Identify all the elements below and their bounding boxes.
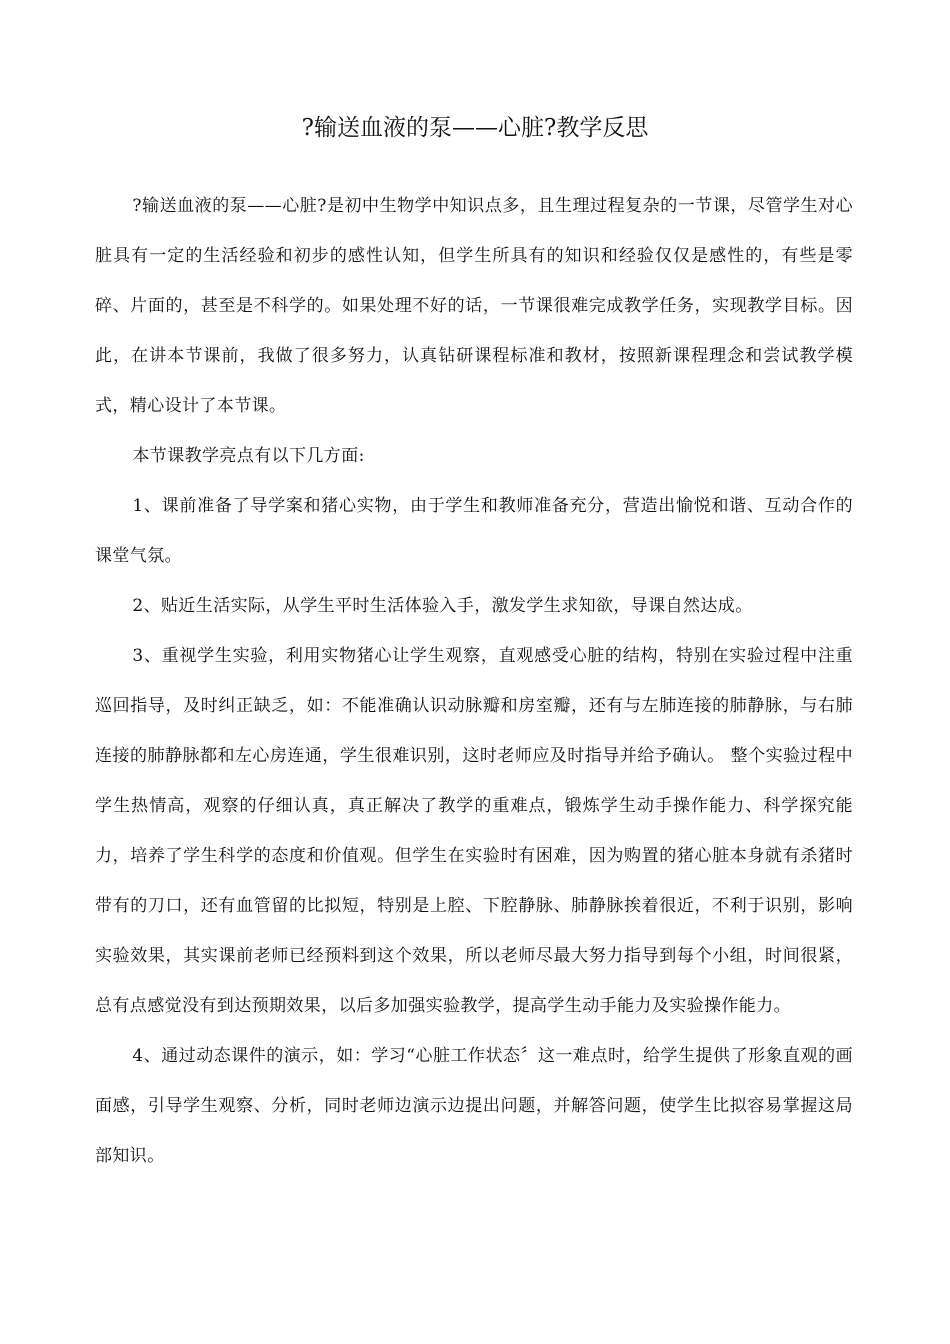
- paragraph-point-2: 2、贴近生活实际，从学生平时生活体验入手，激发学生求知欲，导课自然达成。: [132, 596, 753, 616]
- paragraph-intro: ?输送血液的泵——心脏?是初中生物学中知识点多，且生理过程复杂的一节课，尽管学生对心脏具有一定的生活经验和初步的感性认知，但学生所具有的知识和经验仅仅是感性的，有些是零碎、片面的，甚至是不科学的。如果处理不好的话，一节课很难完成教学任务，实现教学目标。因此，在讲本节课前，我做了很多努力，认真钻研课程标准和教材，按照新课程理念和尝试教学模式，精心设计了本节课。: [95, 196, 853, 416]
- paragraph-point-1: 1、课前准备了导学案和猪心实物，由于学生和教师准备充分，营造出愉悦和谐、互动合作的课堂气氛。: [95, 496, 853, 566]
- paragraph-point-3: 3、重视学生实验，利用实物猪心让学生观察，直观感受心脏的结构，特别在实验过程中注重巡回指导，及时纠正缺乏，如：不能准确认识动脉瓣和房室瓣，还有与左肺连接的肺静脉，与右肺连接的肺静脉都和左心房连通，学生很难识别，这时老师应及时指导并给予确认。 整个实验过程中学生热情高，观察的仔细认真，真正解决了教学的重难点，锻炼学生动手操作能力、科学探究能力，培养了学生科学的态度和价值观。但学生在实验时有困难，因为购置的猪心脏本身就有杀猪时带有的刀口，还有血管留的比拟短，特别是上腔、下腔静脉、肺静脉挨着很近，不利于识别，影响实验效果，其实课前老师已经预料到这个效果，所以老师尽最大努力指导到每个小组，时间很紧，总有点感觉没有到达预期效果，以后多加强实验教学，提高学生动手能力及实验操作能力。: [95, 646, 853, 1016]
- paragraph-highlights-heading: 本节课教学亮点有以下几方面:: [132, 446, 365, 466]
- document-title: ?输送血液的泵——心脏?教学反思: [301, 115, 649, 141]
- paragraph-point-4: 4、通过动态课件的演示，如：学习“心脏工作状态〞这一难点时，给学生提供了形象直观的画面感，引导学生观察、分析，同时老师边演示边提出问题，并解答问题，使学生比拟容易掌握这局部知识。: [95, 1046, 853, 1166]
- document-body: [95, 181, 853, 1181]
